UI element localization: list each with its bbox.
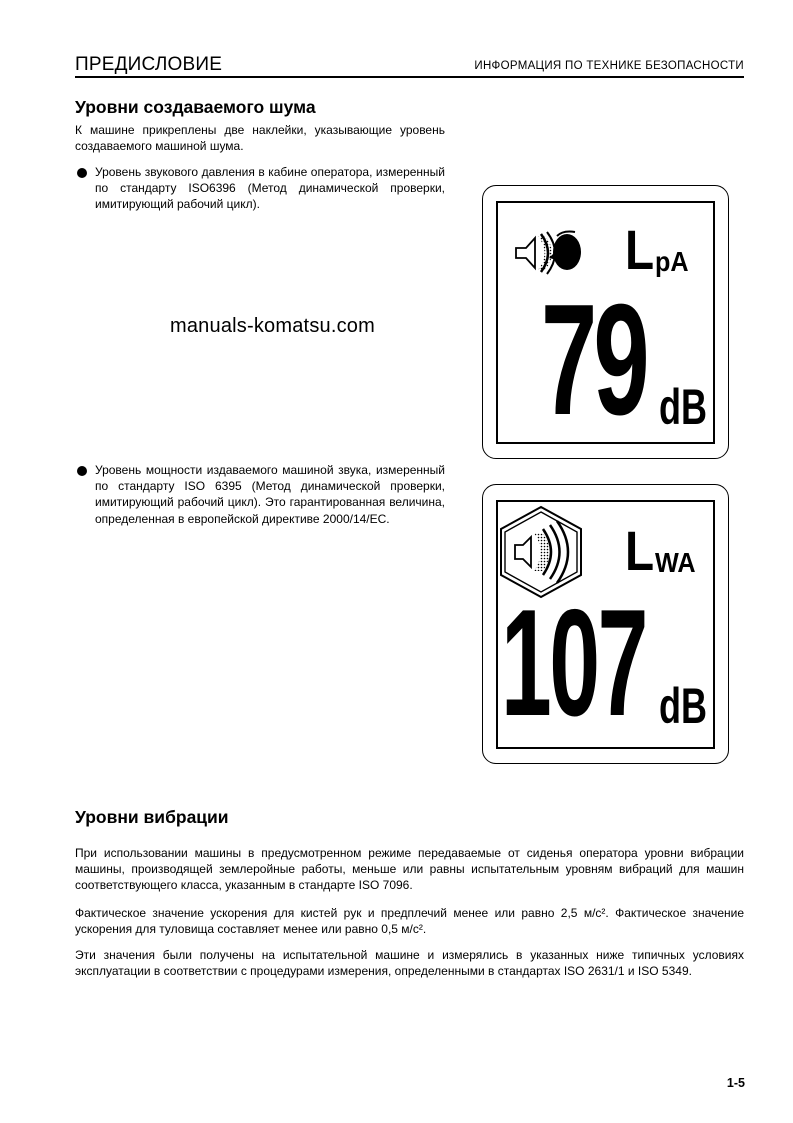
bullet-dot [77,168,87,178]
noise-intro: К машине прикреплены две наклейки, указывающие уровень создаваемого машиной шума. [75,123,445,154]
label-value: 107 [501,578,646,748]
label-unit: dB [659,379,707,435]
label-value: 79 [541,272,646,448]
label-symbol-main: L [625,218,655,281]
vibration-paragraph: Фактическое значение ускорения для кистей рук и предплечий менее или равно 2,5 м/с². Фактическое значение ускорения для туловища составляет менее или равно 0,5 м/с². [75,906,744,937]
noise-label-lwa [482,484,729,764]
page-number: 1-5 [726,1076,745,1090]
bullet-dot [77,466,87,476]
label-symbol-main: L [625,519,655,582]
vibration-heading: Уровни вибрации [75,807,229,827]
vibration-paragraph: Эти значения были получены на испытательной машине и измерялись в указанных ниже типичных условиях эксплуатации в соответствии с процедурами измерения, определенными в стандартах ISO 2631/1 и ISO 5349. [75,948,744,979]
header-section-title: ПРЕДИСЛОВИЕ [75,54,223,75]
noise-bullet-pressure: Уровень звукового давления в кабине оператора, измеренный по стандарту ISO6396 (Метод динамической проверки, имитирующий рабочий цикл). [95,165,445,212]
label-unit: dB [659,678,707,734]
label-symbol-sub: pA [655,246,689,277]
noise-label-lpa [482,185,729,459]
watermark: manuals-komatsu.com [170,315,375,337]
noise-bullet-power: Уровень мощности издаваемого машиной звука, измеренный по стандарту ISO 6395 (Метод динамической проверки, имитирующий рабочий цикл). Это гарантированная величина, определенная в европейской директиве 2000/14/EC. [95,463,445,526]
vibration-paragraph: При использовании машины в предусмотренном режиме передаваемые от сиденья оператора уровни вибрации машины, производящей землеройные работы, меньше или равны испытательным уровням вибраций для машин соответствующего класса, указанным в стандарте ISO 7096. [75,846,744,893]
header-rule [75,76,744,78]
noise-heading: Уровни создаваемого шума [75,97,316,117]
header-chapter-title: ИНФОРМАЦИЯ ПО ТЕХНИКЕ БЕЗОПАСНОСТИ [474,60,744,72]
label-symbol-sub: WA [655,547,696,578]
